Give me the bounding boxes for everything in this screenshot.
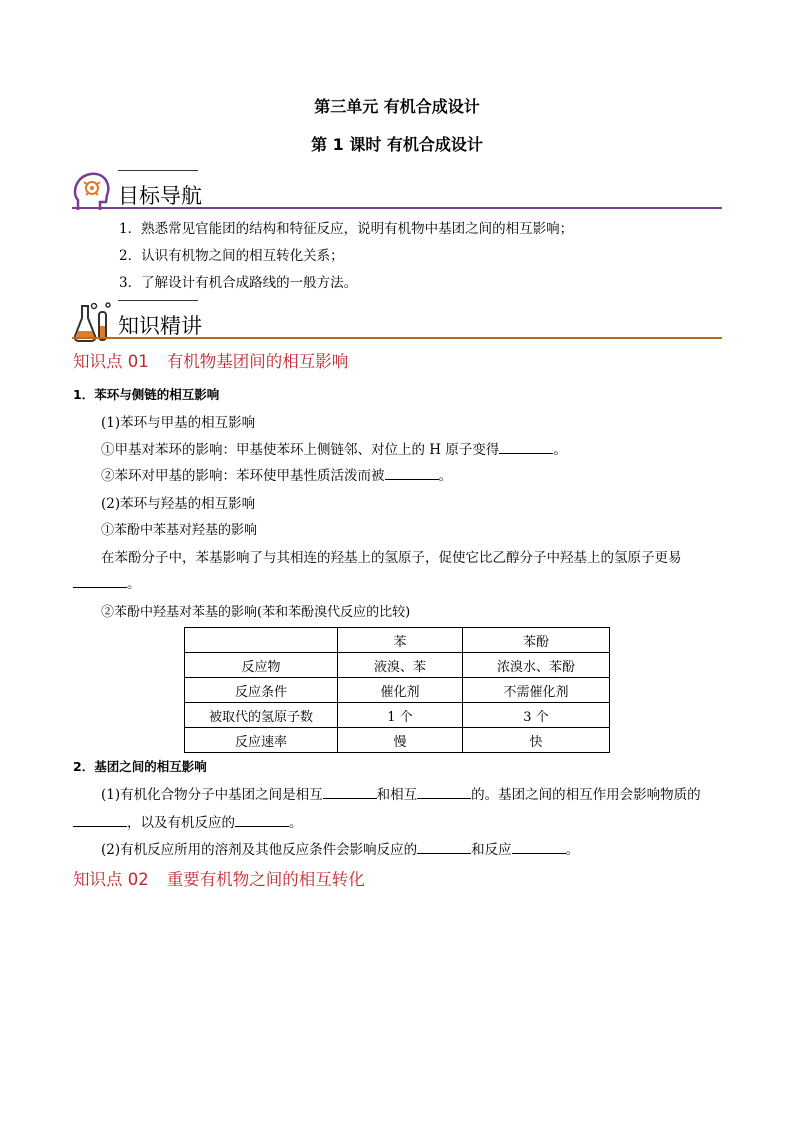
knowledge-point-number: 知识点 02 <box>73 870 149 889</box>
para-q1 <box>101 783 701 803</box>
knowledge-point-title: 有机物基团间的相互影响 <box>166 352 349 371</box>
table-row <box>185 653 610 678</box>
table-cell: 被取代的氢原子数 <box>185 703 338 728</box>
answer-blank[interactable] <box>73 814 127 827</box>
table-cell: 1 个 <box>338 703 463 728</box>
table-row <box>185 678 610 703</box>
table-header-row <box>185 628 610 653</box>
para-2a-blank-line <box>73 572 141 592</box>
answer-blank[interactable] <box>499 441 553 454</box>
table-cell: 液溴、苯 <box>338 653 463 678</box>
para-q2 <box>101 838 579 858</box>
table-header-cell <box>185 628 338 653</box>
para-q1-cont <box>73 811 303 831</box>
knowledge-point-2-heading <box>73 866 365 890</box>
knowledge-section-header <box>72 300 722 350</box>
period: 。 <box>553 442 567 458</box>
period: 。 <box>565 842 580 858</box>
table-cell: 浓溴水、苯酚 <box>463 653 610 678</box>
table-cell: 反应物 <box>185 653 338 678</box>
para-1: (1)苯环与甲基的相互影响 <box>101 415 256 431</box>
para-2b: ②苯酚中羟基对苯基的影响(苯和苯酚溴代反应的比较) <box>101 605 411 620</box>
answer-blank[interactable] <box>385 467 439 480</box>
goal-item-2: 2．认识有机物之间的相互转化关系； <box>119 248 344 264</box>
table-cell: 慢 <box>338 728 463 753</box>
answer-blank[interactable] <box>417 786 471 799</box>
period: 。 <box>438 468 452 484</box>
para-2a-text: 在苯酚分子中，苯基影响了与其相连的羟基上的氢原子，促使它比乙醇分子中羟基上的氢原子更易 <box>101 550 682 566</box>
para-2a: ①苯酚中苯基对羟基的影响 <box>101 523 258 538</box>
period: 。 <box>289 815 303 831</box>
para-1b <box>101 464 452 484</box>
answer-blank[interactable] <box>323 786 377 799</box>
period: 。 <box>127 576 141 592</box>
table-cell: 反应速率 <box>185 728 338 753</box>
table-row <box>185 728 610 753</box>
answer-blank[interactable] <box>512 841 566 854</box>
para-q1-text-d: ，以及有机反应的 <box>127 815 235 831</box>
para-1b-text: ②苯环对甲基的影响：苯环使甲基性质活泼而被 <box>101 468 385 484</box>
table-cell: 快 <box>463 728 610 753</box>
para-q1-text-c: 的。基团之间的相互作用会影响物质的 <box>471 787 701 803</box>
para-1a-text: ①甲基对苯环的影响：甲基使苯环上侧链邻、对位上的 H 原子变得 <box>101 442 500 458</box>
goal-item-1: 1．熟悉常见官能团的结构和特征反应，说明有机物中基团之间的相互影响； <box>119 221 574 237</box>
knowledge-divider <box>72 337 722 339</box>
subsection-1-heading: 1．苯环与侧链的相互影响 <box>73 387 220 402</box>
header-top-line <box>118 300 198 301</box>
para-q1-text-a: (1)有机化合物分子中基团之间是相互 <box>101 787 323 803</box>
knowledge-point-1-heading <box>73 348 348 372</box>
unit-title: 第三单元 有机合成设计 <box>314 97 480 116</box>
table-header-cell: 苯 <box>338 628 463 653</box>
para-q2-text-a: (2)有机反应所用的溶剂及其他反应条件会影响反应的 <box>101 842 418 858</box>
answer-blank[interactable] <box>235 814 289 827</box>
para-q1-text-b: 和相互 <box>376 787 418 803</box>
answer-blank[interactable] <box>73 575 127 588</box>
goals-heading: 目标导航 <box>118 184 202 208</box>
para-2: (2)苯环与羟基的相互影响 <box>101 496 256 512</box>
para-q2-text-b: 和反应 <box>471 842 512 858</box>
goals-section-header <box>72 170 722 220</box>
para-1a <box>101 438 567 458</box>
header-top-line <box>118 170 198 171</box>
subsection-2-heading: 2．基团之间的相互影响 <box>73 759 207 774</box>
lesson-title: 第 1 课时 有机合成设计 <box>311 135 483 154</box>
table-row <box>185 703 610 728</box>
table-cell: 催化剂 <box>338 678 463 703</box>
knowledge-heading: 知识精讲 <box>118 314 202 338</box>
table-cell: 不需催化剂 <box>463 678 610 703</box>
table-cell: 3 个 <box>463 703 610 728</box>
table-cell: 反应条件 <box>185 678 338 703</box>
goals-divider <box>72 207 722 209</box>
knowledge-point-title: 重要有机物之间的相互转化 <box>166 870 365 889</box>
knowledge-point-number: 知识点 01 <box>73 352 149 371</box>
goal-item-3: 3．了解设计有机合成路线的一般方法。 <box>119 275 358 291</box>
bromination-comparison-table <box>184 627 610 753</box>
answer-blank[interactable] <box>417 841 471 854</box>
table-header-cell: 苯酚 <box>463 628 610 653</box>
